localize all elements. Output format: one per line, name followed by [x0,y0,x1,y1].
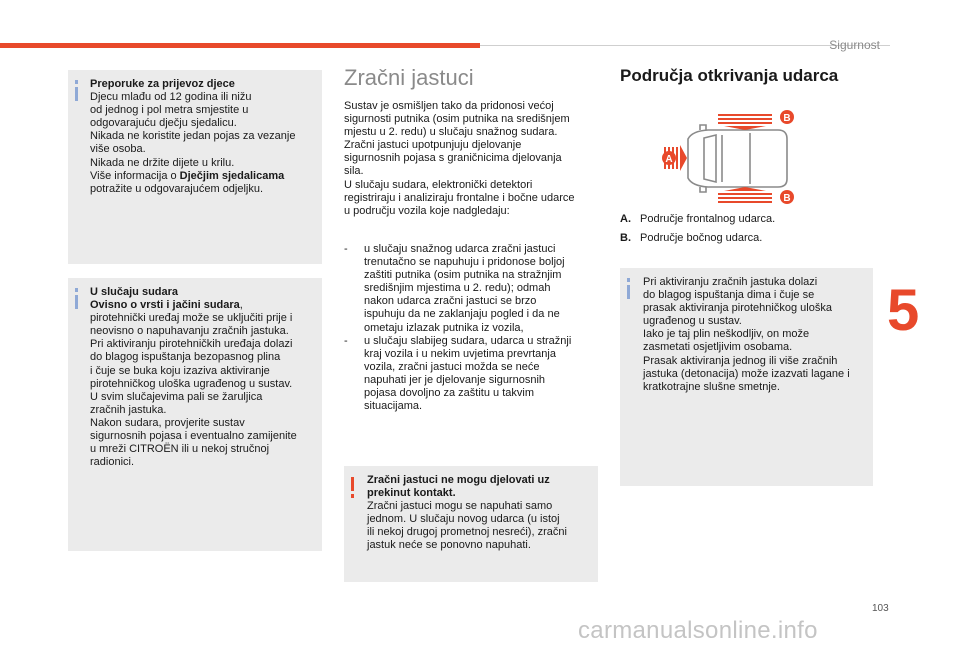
text-line: sigurnosnih pojasa s graničnicima djelovanja [344,152,562,165]
text-line: registriraju i analiziraju frontalne i bočne udarce [344,191,575,204]
text-span: Više informacija o [90,169,180,182]
text-line: U slučaju sudara, elektronički detektori [344,178,533,191]
text-line: U svim slučajevima pali se žaruljica [90,390,263,403]
text-line: Prasak aktiviranja jednog ili više zračnih [643,354,838,367]
text-line: zaštiti putnika (osim putnika na stražnjim [364,269,562,282]
text-line: Sustav je osmišljen tako da pridonosi većoj [344,100,554,112]
watermark: carmanualsonline.info [578,617,818,644]
info-icon [627,285,630,299]
text-span-bold: Ovisno o vrsti i jačini sudara [90,299,240,312]
text-span: , [239,299,243,312]
list-dash: - [344,243,348,255]
text-line: pirotehnički uređaj može se uključiti prije i [90,312,293,325]
marker-a-label: A [665,154,673,165]
warning-title: Zračni jastuci ne mogu djelovati uz [367,474,550,486]
text-line: ili nekoj drugoj prometnoj nesreći), zračni [367,526,567,539]
marker-b-bottom-label: B [783,193,791,204]
info-icon [75,87,78,101]
info-box-title: U slučaju sudara [90,286,179,298]
warning-box-text [367,474,595,553]
text-line: nakon udarca zračni jastuci se brzo [364,295,537,308]
text-line: ometaju izlazak putnika iz vozila, [364,321,524,334]
info-box-text [90,78,320,196]
text-line: zasmetati osjetljivim osobama. [643,341,793,354]
list-item [344,243,602,335]
text-line: sigurnosnih pojasa i eventualno zamijenite [90,430,297,443]
text-line: pirotehničkog uloška ugrađenog u sustav. [90,377,293,390]
text-line: Nakon sudara, provjerite sustav [90,416,245,429]
info-icon-dot [75,288,78,292]
legend-item-b [620,232,870,245]
legend-text: Područje frontalnog udarca. [640,213,776,225]
legend-item-a [620,213,870,226]
text-line: u području vozila koje nadgledaju: [344,204,510,217]
text-line: jastuka (detonacija) može izazvati lagane i [643,367,850,380]
text-line [90,170,320,183]
section-title: Sigurnost [829,38,880,52]
text-line: kraj vozila i u nekim uvjetima prevrtanja [364,347,556,360]
page-number: 103 [872,603,889,614]
text-line: do blagog ispuštanja dima i čuje se [643,289,815,302]
text-line: Djecu mlađu od 12 godina ili nižu [90,91,252,104]
airbags-heading: Zračni jastuci [344,65,474,90]
info-box-text [643,276,871,394]
text-line: potražite u odgovarajućem odjeljku. [90,182,264,195]
warning-title: prekinut kontakt. [367,487,456,500]
text-line: jednom. U slučaju novog udarca (u istoj [367,513,560,526]
text-line: vozila, zračni jastuci možda se neće [364,360,540,373]
text-line: sigurnosti putnika (osim putnika na središnjem [344,113,570,126]
text-line: više osoba. [90,143,146,156]
text-line: Iako je taj plin neškodljiv, on može [643,328,810,341]
airbags-description [344,100,602,218]
marker-b-top-label: B [783,113,791,124]
text-line: trenutačno se napuhuju i pridonose boljoj [364,256,565,269]
text-line: mjestu u 2. redu) u slučaju snažnog sudara. [344,126,558,139]
warning-icon-dot [351,494,354,498]
info-box-title: Preporuke za prijevoz djece [90,78,235,90]
info-box-smoke [620,268,873,486]
text-line: od jednog i pol metra smjestite u [90,104,249,117]
info-icon [75,295,78,309]
text-line: sila. [344,165,364,178]
text-line: radionici. [90,456,135,469]
legend-key: B. [620,232,631,244]
chapter-number: 5 [887,278,920,343]
vehicle-outline [688,125,787,192]
text-line: u slučaju slabijeg sudara, udarca u stražnji [364,334,572,347]
text-line: neovisno o napuhavanju zračnih jastuka. [90,325,289,338]
text-line: zračnih jastuka. [90,403,167,416]
text-line: ugrađenog u sustav. [643,315,742,328]
airbags-list [344,243,602,413]
text-line: u mreži CITROËN ili u nekoj stručnoj [90,443,270,456]
text-line: središnjim mjestima u 2. redu); odmah [364,282,551,295]
info-box-child-transport [68,70,322,264]
text-line: Nikada ne koristite jedan pojas za vezanje [90,130,296,143]
impact-zones-diagram [660,105,800,211]
text-line: i čuje se buka koju izaziva aktiviranje [90,364,270,377]
info-box-text [90,286,322,469]
text-line: napuhati jer je djelovanje sigurnosnih [364,373,546,386]
text-line: prasak aktiviranja pirotehničkog uloška [643,302,832,315]
cross-reference: Dječjim sjedalicama [179,169,285,182]
text-line: Nikada ne držite dijete u krilu. [90,156,235,169]
list-item [344,335,602,414]
text-line: situacijama. [364,400,423,413]
text-line: odgovarajuću dječju sjedalicu. [90,117,237,130]
text-line: pojasa dovoljno za zaštitu u takvim [364,387,534,400]
text-line: kratkotrajne slušne smetnje. [643,380,780,393]
text-line: Pri aktiviranju pirotehničkih uređaja dolazi [90,338,293,351]
text-line: do blagog ispuštanja bezopasnog plina [90,351,281,364]
text-line: jastuk neće se ponovno napuhati. [367,539,531,552]
legend-text: Područje bočnog udarca. [640,232,763,244]
text-line: Zračni jastuci mogu se napuhati samo [367,500,553,513]
warning-box [344,466,598,582]
warning-icon [351,477,354,491]
legend-key: A. [620,213,631,225]
header-accent-bar [0,43,480,48]
text-line: Zračni jastuci upotpunjuju djelovanje [344,139,522,152]
impact-arrows [664,114,772,203]
info-icon-dot [75,80,78,84]
detection-zones-heading: Područja otkrivanja udarca [620,66,839,85]
text-line: Pri aktiviranju zračnih jastuka dolazi [643,276,818,288]
text-line: ispuhuju da ne zaklanjaju pogled i da ne [364,308,560,321]
info-box-accident [68,278,322,551]
text-line [90,299,322,312]
text-line: u slučaju snažnog udarca zračni jastuci [364,243,556,255]
info-icon-dot [627,278,630,282]
list-dash: - [344,334,348,347]
